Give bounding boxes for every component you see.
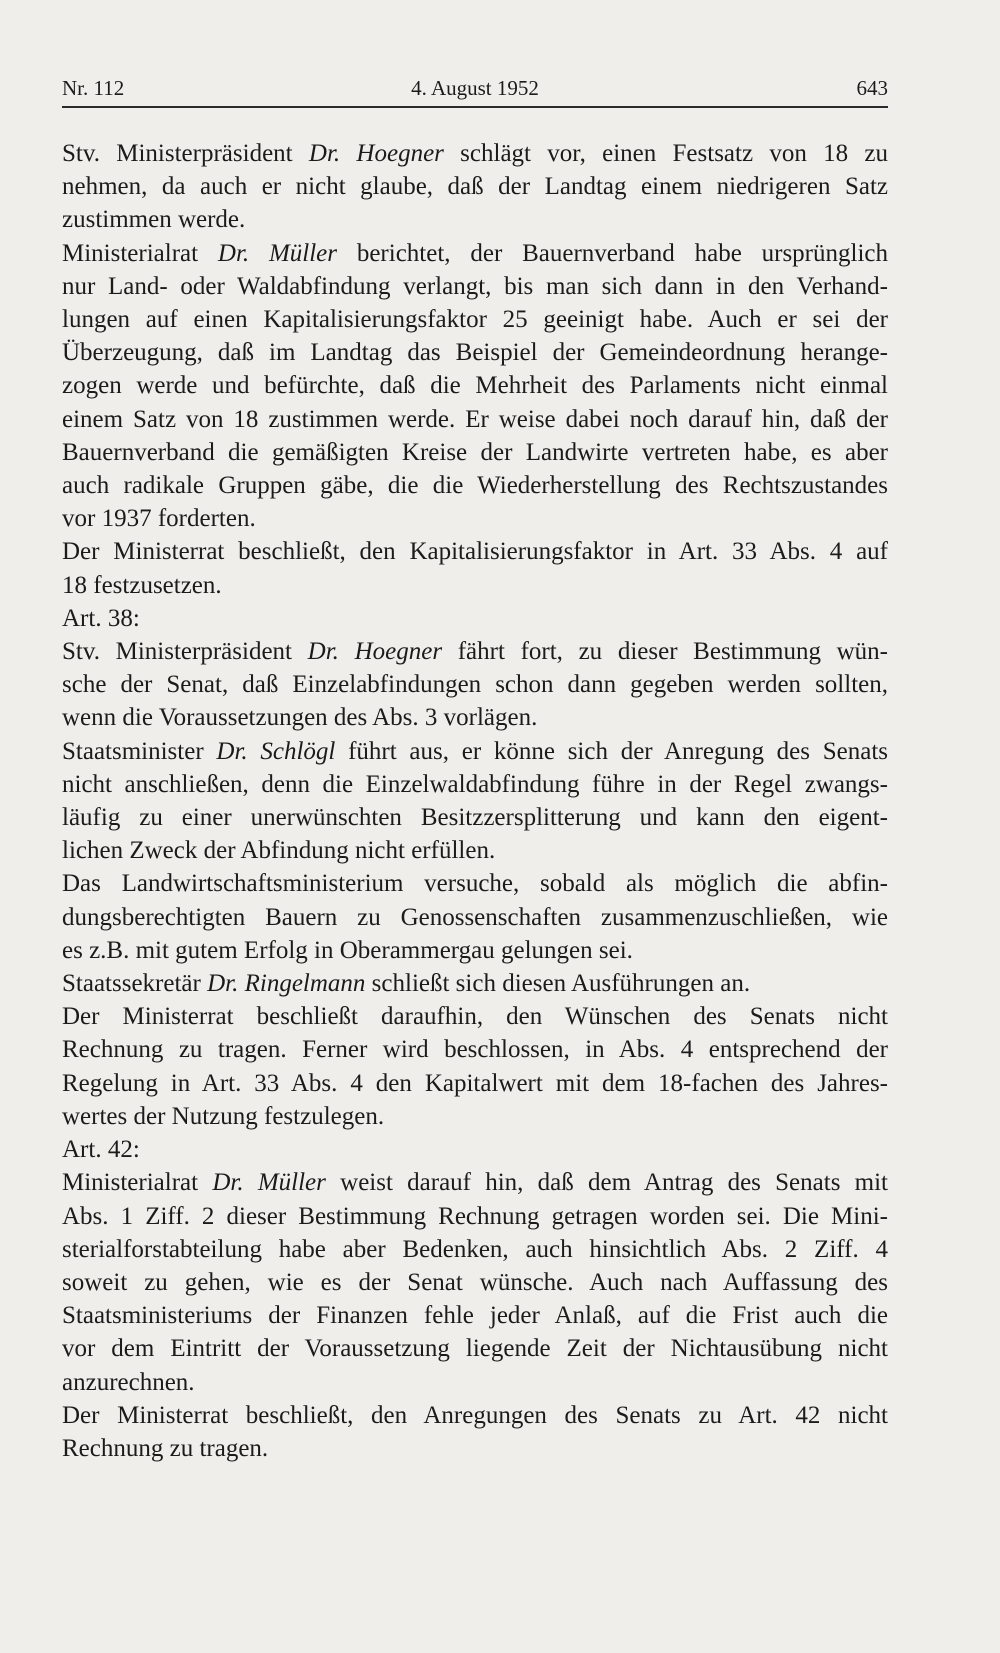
- text-line: sche der Senat, daß Einzelabfindungen schon dann gegeben werden sollten,: [62, 671, 888, 699]
- text-line: Ministerialrat Dr. Müller weist darauf hin, daß dem Antrag des Senats mit: [62, 1169, 889, 1197]
- text-line: wertes der Nutzung festzulegen.: [62, 1102, 385, 1130]
- speaker-name: Dr. Schlögl: [216, 737, 336, 765]
- speaker-name: Dr. Hoegner: [308, 140, 444, 167]
- paragraph: [62, 635, 888, 735]
- document-body: [62, 137, 888, 1465]
- paragraph: [62, 1133, 888, 1166]
- text-line: lungen auf einen Kapitalisierungsfaktor 25 geeinigt habe. Auch er sei der: [62, 306, 888, 334]
- speaker-name: Dr. Müller: [217, 239, 338, 267]
- paragraph: [62, 237, 888, 536]
- text-line: lichen Zweck der Abfindung nicht erfüllen.: [62, 837, 496, 865]
- paragraph: [62, 602, 888, 635]
- text-line: auch radikale Gruppen gäbe, die die Wiederherstellung des Rechtszustandes: [62, 472, 888, 500]
- text-line: 18 festzusetzen.: [62, 571, 222, 599]
- text-line: Der Ministerrat beschließt daraufhin, den Wünschen des Senats nicht: [62, 1003, 888, 1031]
- paragraph: [62, 735, 888, 868]
- text-line: anzurechnen.: [62, 1368, 195, 1396]
- paragraph: [62, 967, 888, 1000]
- speaker-name: Dr. Hoegner: [307, 638, 443, 666]
- text-line: Der Ministerrat beschließt, den Anregungen des Senats zu Art. 42 nicht: [62, 1401, 888, 1429]
- text-line: Abs. 1 Ziff. 2 dieser Bestimmung Rechnung getragen worden sei. Die Mini-: [62, 1202, 888, 1230]
- text-line: sterialforstabteilung habe aber Bedenken, auch hinsichtlich Abs. 2 Ziff. 4: [62, 1235, 888, 1263]
- speaker-name: Dr. Müller: [212, 1169, 326, 1197]
- speaker-name: Dr. Ringelmann: [207, 970, 366, 998]
- text-line: Das Landwirtschaftsministerium versuche, sobald als möglich die abfin-: [62, 870, 888, 898]
- document-number: Nr. 112: [62, 76, 125, 100]
- text-line: dungsberechtigten Bauern zu Genossenschaften zusammenzuschließen, wie: [62, 903, 888, 931]
- document-date: 4. August 1952: [411, 76, 539, 100]
- text-line: Ministerialrat Dr. Müller berichtet, der Bauernverband habe ursprünglich: [62, 239, 888, 267]
- text-line: nicht anschließen, denn die Einzelwaldabfindung führe in der Regel zwangs-: [62, 770, 888, 798]
- text-line: läufig zu einer unerwünschten Besitzzersplitterung und kann den eigent-: [62, 804, 888, 832]
- paragraph: [62, 1000, 888, 1133]
- text-line: nur Land- oder Waldabfindung verlangt, bis man sich dann in den Verhand-: [62, 272, 888, 300]
- text-line: Stv. Ministerpräsident Dr. Hoegner fährt fort, zu dieser Bestimmung wün-: [62, 638, 888, 666]
- text-line: vor dem Eintritt der Voraussetzung liegende Zeit der Nichtausübung nicht: [62, 1335, 888, 1363]
- paragraph: [62, 137, 888, 237]
- text-line: Rechnung zu tragen. Ferner wird beschlossen, in Abs. 4 entsprechend der: [62, 1036, 888, 1064]
- text-line: Stv. Ministerpräsident Dr. Hoegner schlägt vor, einen Festsatz von 18 zu: [62, 140, 888, 167]
- text-line: wenn die Voraussetzungen des Abs. 3 vorlägen.: [62, 704, 538, 732]
- paragraph: [62, 1399, 888, 1465]
- paragraph: [62, 535, 888, 601]
- text-line: einem Satz von 18 zustimmen werde. Er weise dabei noch darauf hin, daß der: [62, 405, 888, 433]
- text-line: vor 1937 forderten.: [62, 505, 256, 533]
- text-line: zogen werde und befürchte, daß die Mehrheit des Parlaments nicht einmal: [62, 372, 888, 400]
- text-line: Überzeugung, daß im Landtag das Beispiel der Gemeindeordnung herange-: [62, 339, 888, 367]
- text-line: Rechnung zu tragen.: [62, 1434, 269, 1462]
- text-line: es z.B. mit gutem Erfolg in Oberammergau gelungen sei.: [62, 936, 633, 964]
- paragraph: [62, 867, 888, 967]
- text-line: Der Ministerrat beschließt, den Kapitalisierungsfaktor in Art. 33 Abs. 4 auf: [62, 538, 888, 566]
- text-line: Regelung in Art. 33 Abs. 4 den Kapitalwert mit dem 18-fachen des Jahres-: [62, 1069, 888, 1097]
- text-line: Art. 42:: [62, 1136, 140, 1164]
- paragraph: [62, 1166, 888, 1398]
- text-line: soweit zu gehen, wie es der Senat wünsche. Auch nach Auffassung des: [62, 1268, 888, 1296]
- page-header: [62, 72, 888, 108]
- text-line: Bauernverband die gemäßigten Kreise der Landwirte vertreten habe, es aber: [62, 438, 888, 466]
- text-line: Staatssekretär Dr. Ringelmann schließt sich diesen Ausführungen an.: [62, 970, 751, 998]
- text-line: nehmen, da auch er nicht glaube, daß der Landtag einem niedrigeren Satz: [62, 173, 888, 201]
- text-line: zustimmen werde.: [62, 206, 246, 234]
- text-line: Staatsministeriums der Finanzen fehle jeder Anlaß, auf die Frist auch die: [62, 1302, 888, 1330]
- text-line: Staatsminister Dr. Schlögl führt aus, er könne sich der Anregung des Senats: [62, 737, 889, 765]
- page-number: 643: [856, 76, 888, 100]
- text-line: Art. 38:: [62, 604, 140, 632]
